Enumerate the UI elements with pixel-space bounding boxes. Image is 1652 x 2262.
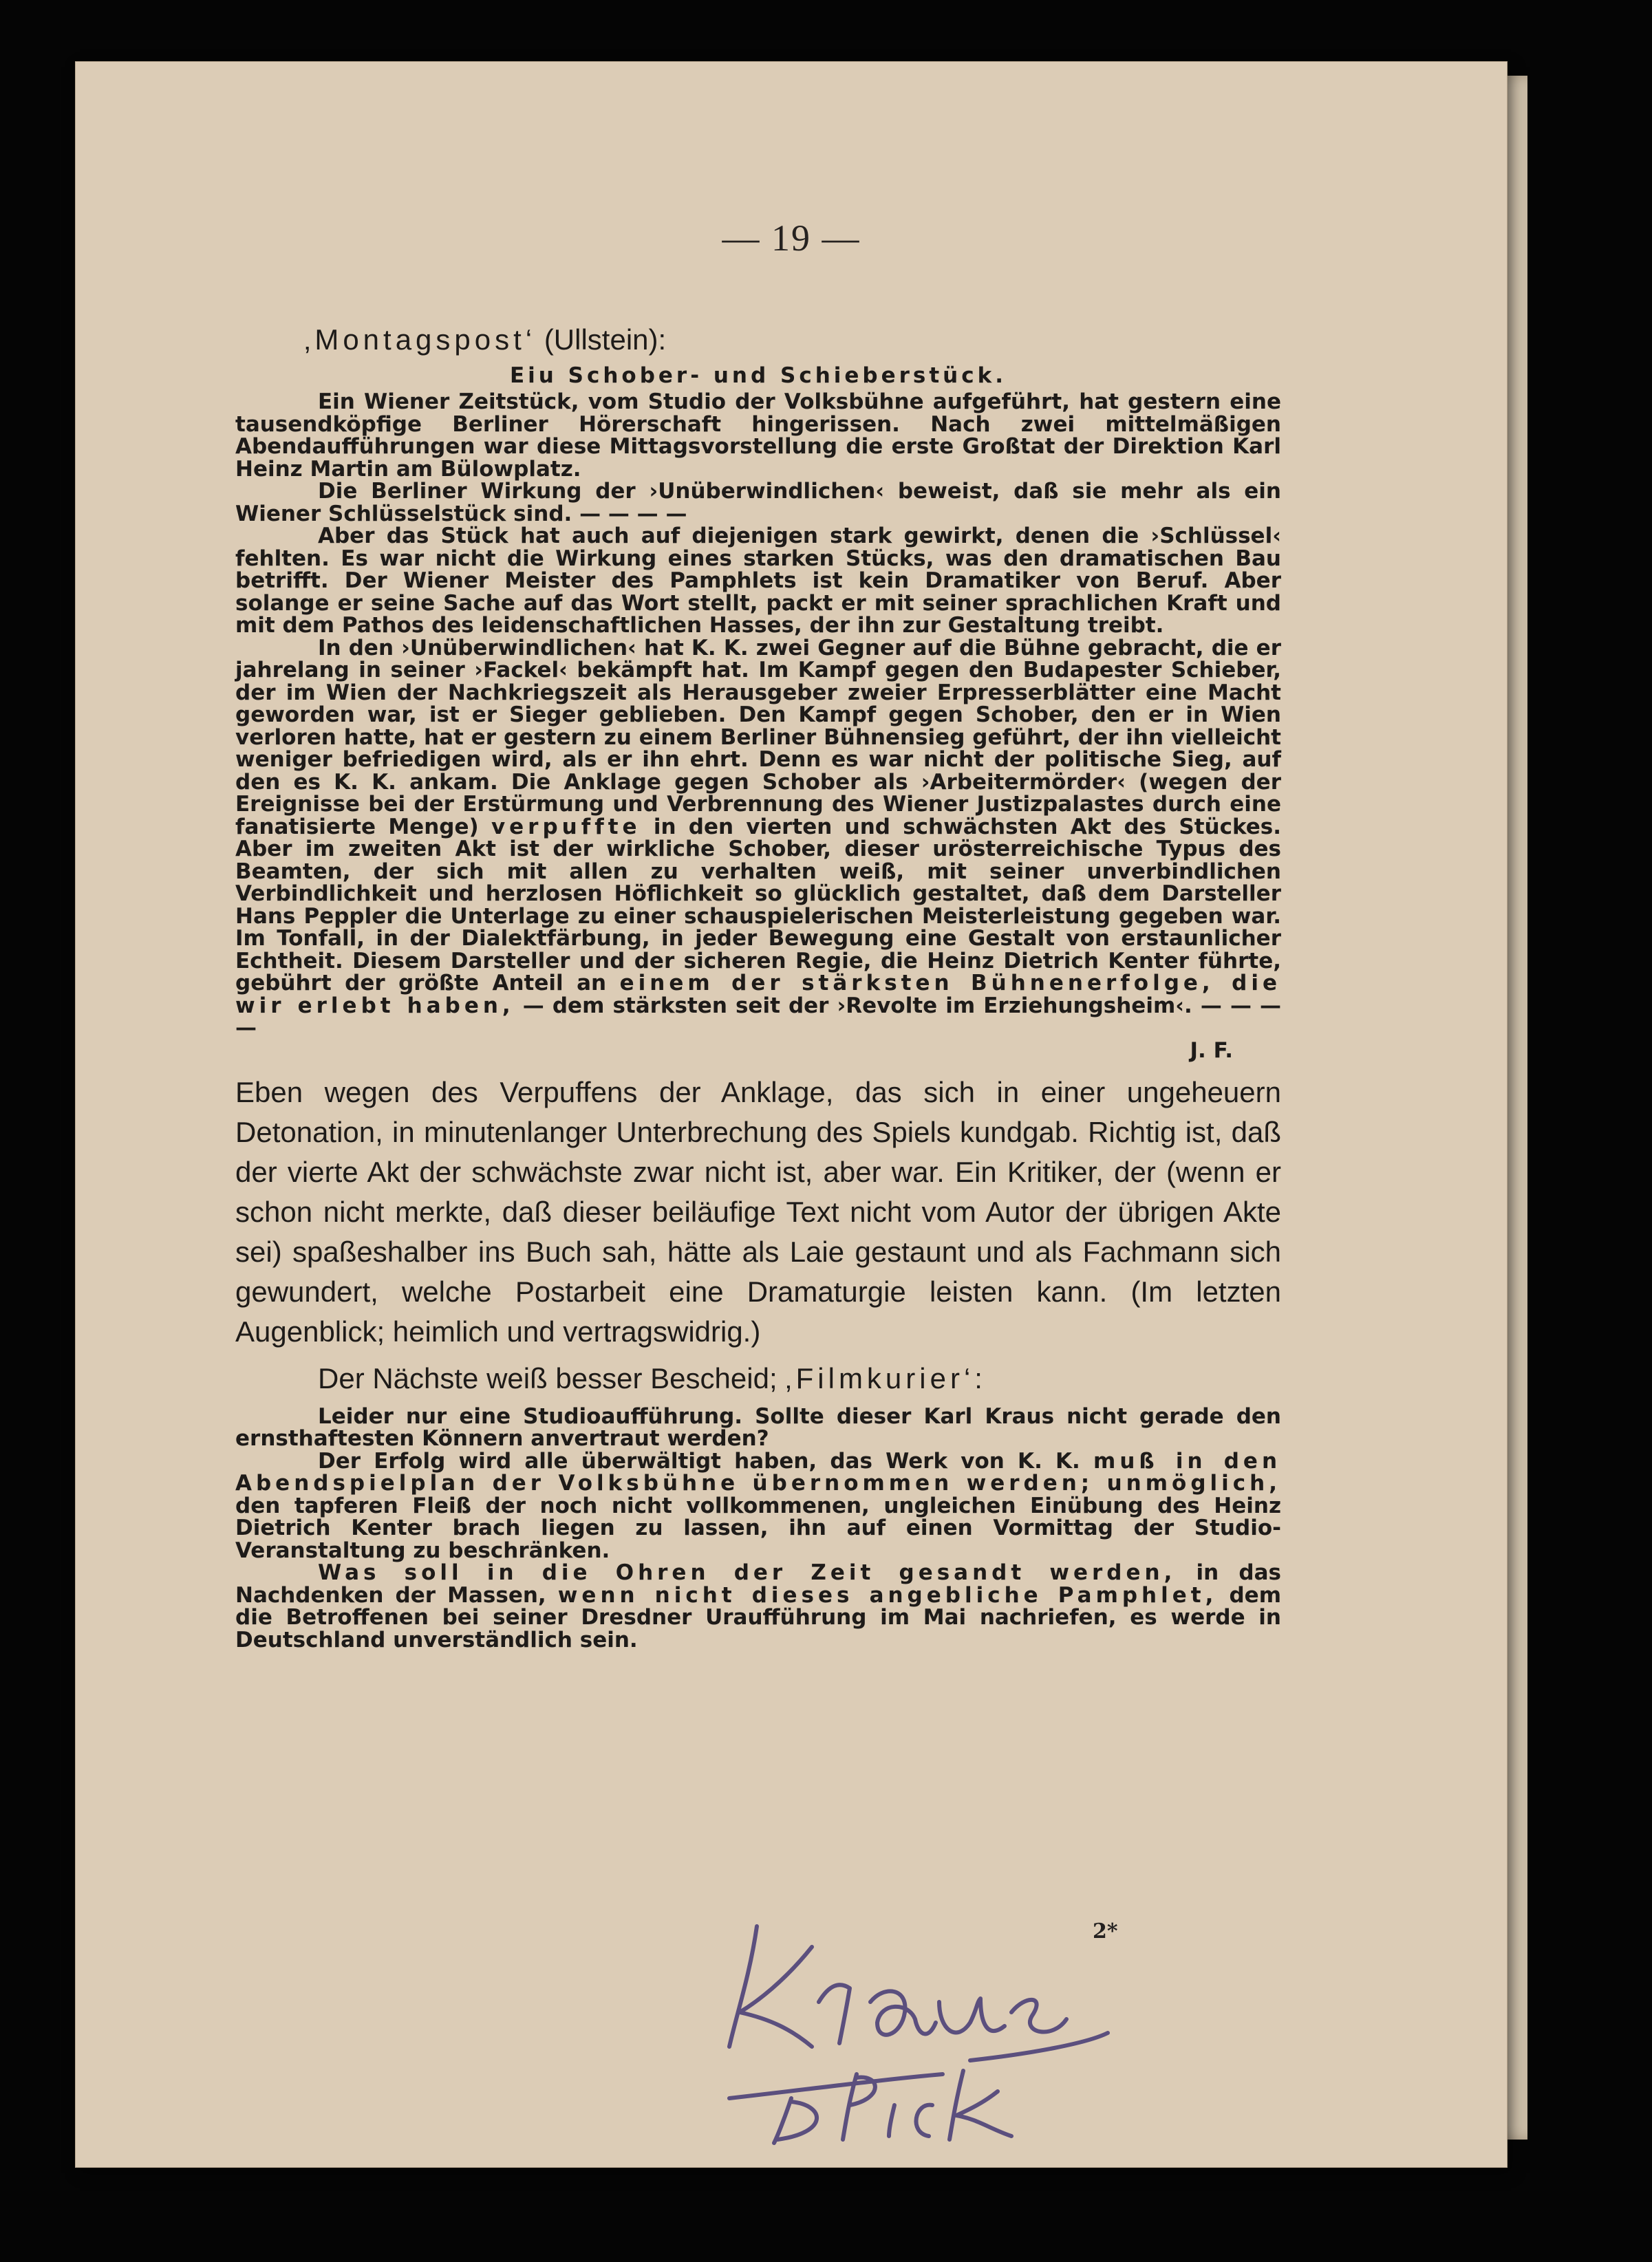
next-intro <box>235 1359 1281 1399</box>
spaced-emphasis: einem der stärksten Bühnenerfolge, die wir erlebt haben, <box>235 971 1282 1018</box>
article-title: Eiu Schober- und Schieberstück. <box>509 363 1007 388</box>
source-heading <box>304 323 1281 356</box>
next-intro-source: ‚Filmkurier‘: <box>785 1361 987 1394</box>
page-content <box>235 323 1281 1651</box>
page-number: — 19 — <box>722 217 861 259</box>
filmkurier-paragraph: Leider nur eine Studioaufführung. Sollte dieser Karl Kraus nicht gerade den ernsthaftesten Könnern anvertraut werden? <box>235 1403 1281 1451</box>
review-text: — dem stärksten seit der ›Revolte im Erziehungsheim‹. — — — — <box>235 993 1282 1040</box>
spaced-emphasis: wenn nicht dieses angebliche Pamphlet, <box>557 1582 1218 1608</box>
filmkurier-paragraph <box>235 1450 1281 1562</box>
sheet-number: 2* <box>1093 1919 1118 1943</box>
review-text: in den vierten und schwächsten Akt des Stückes. Aber im zweiten Akt ist der wirkliche Schober, dieser urösterreichische Typus des Beamten, der sich mit allen zu verhalten weiß, mit seiner unverbindlichen Verbindlichkeit und herzlosen Höflichkeit so glücklich gestaltet, daß dem Darsteller Hans Peppler die Unterlage zu einer schauspielerischen Meisterleistung gegeben war. Im Tonfall, in der Dialektfärbung, in jeder Bewegung eine Gestalt von erstaunlicher Echtheit. Diesem Darsteller und der sicheren Regie, die Heinz Dietrich Kenter führte, gebührt der größte Anteil an <box>235 814 1281 995</box>
review-paragraph: Die Berliner Wirkung der ›Unüberwindlichen‹ beweist, daß sie mehr als ein Wiener Schlüsselstück sind. — — — — <box>235 479 1281 526</box>
commentary-paragraph: Eben wegen des Verpuffens der Anklage, das sich in einer ungeheuern Detonation, in minutenlanger Unterbrechung des Spiels kundgab. Richtig ist, daß der vierte Akt der schwächste zwar nicht ist, aber war. Ein Kritiker, der (wenn er schon nicht merkte, daß dieser beiläufige Text nicht vom Autor der übrigen Akte sei) spaßeshalber ins Buch sah, hätte als Laie gestaunt und als Fachmann sich gewundert, welche Postarbeit eine Dramaturgie leisten kann. (Im letzten Augenblick; heimlich und vertragswidrig.) <box>235 1075 1281 1348</box>
review-paragraph <box>235 637 1281 1040</box>
review-paragraph: Aber das Stück hat auch auf diejenigen stark gewirkt, denen die ›Schlüssel‹ fehlten. Es war nicht die Wirkung eines starken Stücks, was den dramatischen Bau betrifft. Der Wiener Meister des Pamphlets ist kein Dramatiker von Beruf. Aber solange er seine Sache auf das Wort stellt, packt er mit seiner sprachlichen Kraft und mit dem Pathos des leidenschaftlichen Hasses, der ihn zur Gestaltung treibt. <box>235 524 1281 638</box>
document-page <box>76 62 1507 2167</box>
filmkurier-text: den tapferen Fleiß der noch nicht vollkommenen, ungleichen Einübung des Heinz Dietrich Kenter brach liegen zu lassen, ihn auf einen Vormittag der Studio-Veranstaltung zu beschränken. <box>235 1493 1281 1563</box>
review-signature: J. F. <box>1190 1037 1233 1063</box>
source-name: ‚Montagspost‘ <box>304 323 537 356</box>
source-publisher: (Ullstein): <box>544 323 667 356</box>
spaced-emphasis: Was soll in die Ohren der Zeit gesandt werden, <box>318 1560 1177 1585</box>
filmkurier-paragraph <box>235 1562 1281 1651</box>
spaced-emphasis: muß in den Abendspielplan der Volksbühne übernommen werden; unmöglich, <box>235 1448 1282 1496</box>
filmkurier-text: Der Erfolg wird alle überwältigt haben, das Werk von K. K. <box>318 1448 1080 1474</box>
filmkurier-text: in das Nachdenken der Massen, <box>235 1560 1281 1608</box>
review-text: In den ›Unüberwindlichen‹ hat K. K. zwei Gegner auf die Bühne gebracht, die er jahrelang in seiner ›Fackel‹ bekämpft hat. Im Kampf gegen den Budapester Schieber, der im Wien der Nachkriegszeit als Herausgeber zweier Erpresserblätter eine Macht geworden war, ist er Sieger geblieben. Den Kampf gegen Schober, den er in Wien verloren hatte, hat er gestern zu einem Berliner Bühnensieg geführt, der ihn vielleicht weniger befriedigen wird, als er ihn ehrt. Denn es war nicht der politische Sieg, auf den es K. K. ankam. Die Anklage gegen Schober als ›Arbeitermörder‹ (wegen der Ereignisse bei der Erstürmung und Verbrennung des Wiener Justizpalastes durch eine fanatisierte Menge) <box>235 635 1281 839</box>
review-paragraph: Ein Wiener Zeitstück, vom Studio der Volksbühne aufgeführt, hat gestern eine tausendköpfige Berliner Hörerschaft hingerissen. Nach zwei mittelmäßigen Abendaufführungen war diese Mittagsvorstellung die erste Großtat der Direktion Karl Heinz Martin am Bülowplatz. <box>235 389 1281 482</box>
spaced-emphasis: verpuffte <box>491 814 641 839</box>
filmkurier-text: dem die Betroffenen bei seiner Dresdner Uraufführung im Mai nachriefen, es werde in Deutschland unverständlich sein. <box>235 1582 1282 1652</box>
handwritten-signature <box>709 1899 1204 2146</box>
next-intro-text: Der Nächste weiß besser Bescheid; <box>318 1361 777 1394</box>
